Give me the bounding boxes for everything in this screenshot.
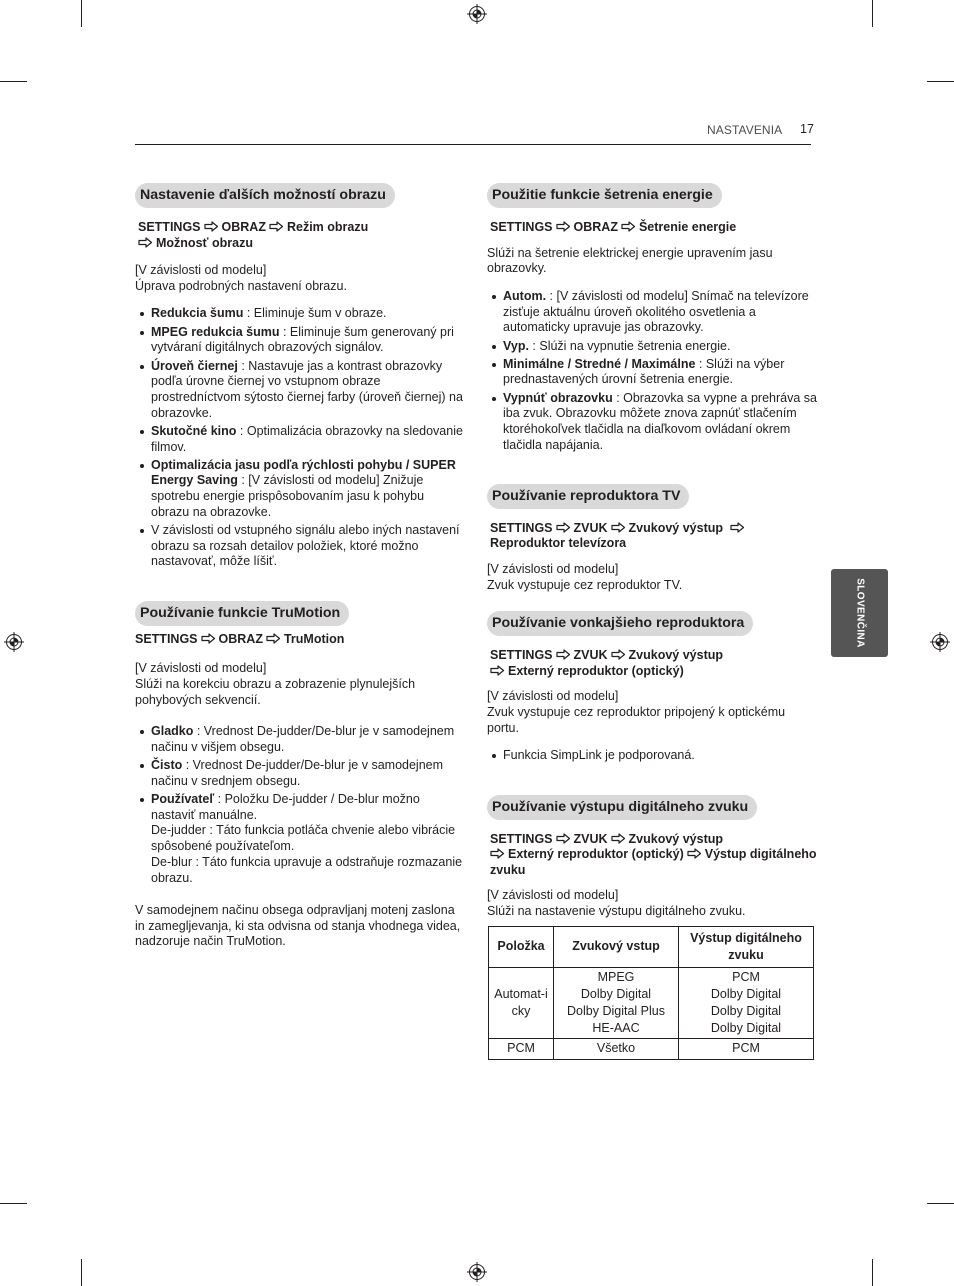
item-text: : Vrednost De-judder/De-blur je v samodejnem načinu v višjem obsegu. <box>151 724 455 754</box>
right-column <box>487 183 817 1060</box>
menu-path <box>135 220 465 251</box>
model-note: [V závislosti od modelu] <box>487 689 619 704</box>
path-step: SETTINGS <box>490 520 553 535</box>
item-term: Autom. <box>503 288 547 303</box>
list-item <box>151 724 465 755</box>
cell-line: Dolby Digital Plus <box>567 1003 665 1018</box>
table-cell: Všetko <box>554 1038 679 1059</box>
item-term: Používateľ <box>151 792 215 807</box>
item-term: Vypnúť obrazovku <box>503 390 613 405</box>
path-step: Zvukový výstup <box>628 648 724 663</box>
path-step: Šetrenie energie <box>638 220 737 234</box>
paragraph: V samodejnem načinu obsega odpravljanj motenj zaslona in zamegljevanja, ki sta odvisna od stanja vhodnega videa, nadzoruje način TruMotion. <box>135 902 461 949</box>
option-list <box>135 724 465 886</box>
section-title: Nastavenie ďalších možností obrazu <box>135 183 395 208</box>
sub-text: De-blur : Táto funkcia upravuje a odstraňuje rozmazanie obrazu. <box>151 854 463 885</box>
path-step: Zvukový výstup <box>628 831 724 846</box>
path-step: ZVUK <box>573 520 608 535</box>
item-text: : [V závislosti od modelu] Snímač na televízore zisťuje aktuálnu úroveň okolitého osvetlenia a automaticky upravuje jas obrazovky. <box>503 288 809 335</box>
path-step: Výstup digitálneho zvuku <box>490 847 817 877</box>
digital-audio-table <box>488 926 814 1060</box>
item-text: : Obrazovka sa vypne a prehráva sa iba zvuk. Obrazovku môžete znova zapnúť stlačením ktoréhokoľvek tlačidla na diaľkovom ovládaní okrem tlačidla napájania. <box>503 390 817 452</box>
cell-line: Dolby Digital <box>580 986 652 1001</box>
crop-mark <box>0 81 27 82</box>
registration-mark-icon <box>4 632 24 652</box>
section-description: Slúži na nastavenie výstupu digitálneho zvuku. <box>487 903 746 918</box>
arrow-right-icon <box>490 848 505 859</box>
path-step: Externý reproduktor (optický) <box>508 663 684 678</box>
item-term: Čisto <box>151 758 183 773</box>
menu-path <box>135 632 465 648</box>
path-step: TruMotion <box>283 631 345 646</box>
cell-line: Dolby Digital <box>710 1020 782 1035</box>
path-step: Možnosť obrazu <box>156 235 253 250</box>
section-title: Používanie výstupu digitálneho zvuku <box>487 795 757 820</box>
table-header-row <box>489 926 814 967</box>
model-note: [V závislosti od modelu] <box>487 888 619 903</box>
table-cell <box>489 967 554 1038</box>
path-step: SETTINGS <box>138 220 201 234</box>
item-term: Skutočné kino <box>151 423 237 438</box>
path-step: SETTINGS <box>490 220 553 234</box>
crop-mark <box>81 0 82 27</box>
list-item <box>503 748 817 764</box>
list-item <box>151 306 465 322</box>
crop-mark <box>927 1203 954 1204</box>
crop-mark <box>872 0 873 27</box>
item-text: : Eliminuje šum generovaný pri vytváraní digitálnych obrazových signálov. <box>151 324 454 355</box>
table-header: Výstup digitálneho zvuku <box>679 926 814 967</box>
page-number: 17 <box>800 122 814 136</box>
language-side-tab-label: SLOVENČINA <box>854 578 865 648</box>
arrow-right-icon <box>621 221 636 232</box>
arrow-right-icon <box>138 237 153 248</box>
section-title: Použitie funkcie šetrenia energie <box>487 183 722 208</box>
item-term: Gladko <box>151 724 194 739</box>
table-header: Položka <box>489 926 554 967</box>
path-step: Zvukový výstup <box>628 520 724 535</box>
item-text: : Vrednost De-judder/De-blur je v samodejnem načinu v srednjem obsegu. <box>151 758 444 788</box>
list-item <box>503 357 817 388</box>
section-description: Slúži na korekciu obrazu a zobrazenie plynulejších pohybových sekvencií. <box>135 676 416 707</box>
section-description: Zvuk vystupuje cez reproduktor TV. <box>487 577 683 592</box>
path-step: ZVUK <box>573 831 608 846</box>
list-item <box>151 758 465 789</box>
list-item <box>151 325 465 356</box>
table-row <box>489 1038 814 1059</box>
menu-path <box>487 521 817 552</box>
arrow-right-icon <box>556 649 571 660</box>
item-text: : Eliminuje šum v obraze. <box>243 306 387 321</box>
table-header: Zvukový vstup <box>554 926 679 967</box>
item-term: Minimálne / Stredné / Maximálne <box>503 356 696 371</box>
arrow-right-icon <box>611 649 626 660</box>
section-title: Používanie vonkajšieho reproduktora <box>487 611 753 636</box>
arrow-right-icon <box>490 665 505 676</box>
model-note: [V závislosti od modelu] <box>135 661 267 676</box>
arrow-right-icon <box>556 522 571 533</box>
section-title: Používanie reproduktora TV <box>487 484 689 509</box>
list-item <box>503 391 817 454</box>
path-step: OBRAZ <box>573 220 618 234</box>
option-list <box>487 289 817 454</box>
item-text: : Nastavuje jas a kontrast obrazovky podľa úrovne čiernej vo vstupnom obraze prostredníctvom sýtosto čiernej farby (úroveň čiernej) na obrazovke. <box>151 358 463 420</box>
list-item <box>503 339 817 355</box>
path-step: ZVUK <box>573 648 608 663</box>
path-step: Externý reproduktor (optický) <box>508 847 684 862</box>
cell-text: Automat-icky <box>494 986 548 1018</box>
arrow-right-icon <box>730 522 745 533</box>
crop-mark <box>872 1259 873 1286</box>
menu-path <box>487 648 817 679</box>
menu-path <box>487 832 817 879</box>
item-text: : Položku De-judder / De-blur možno nastaviť manuálne. <box>151 792 420 822</box>
sub-text: De-judder : Táto funkcia potláča chvenie alebo vibrácie spôsobené používateľom. <box>151 823 456 854</box>
model-note: [V závislosti od modelu] <box>487 561 619 576</box>
item-text: : [V závislosti od modelu] Znižuje spotrebu energie prispôsobovaním jasu k pohybu obrazu na obrazovke. <box>151 473 425 519</box>
crop-mark <box>0 1203 27 1204</box>
item-term: Optimalizácia jasu podľa rýchlosti pohybu / SUPER Energy Saving <box>151 457 456 488</box>
path-step: OBRAZ <box>221 220 266 234</box>
item-term: Úroveň čiernej <box>151 358 238 373</box>
item-term: Vyp. <box>503 338 529 353</box>
cell-line: MPEG <box>597 969 635 984</box>
arrow-right-icon <box>556 833 571 844</box>
path-step: SETTINGS <box>135 631 198 646</box>
model-note: [V závislosti od modelu] <box>135 263 267 277</box>
path-step: Reproduktor televízora <box>490 536 627 551</box>
cell-line: Dolby Digital <box>710 986 782 1001</box>
item-term: MPEG redukcia šumu <box>151 324 280 339</box>
arrow-right-icon <box>687 848 702 859</box>
item-text: V závislosti od vstupného signálu alebo iných nastavení obrazu sa rozsah detailov položiek, ktoré možno nastavovať, môže líšiť. <box>151 523 460 569</box>
left-column <box>135 183 465 950</box>
item-term: Redukcia šumu <box>151 306 244 321</box>
path-step: SETTINGS <box>490 831 553 846</box>
arrow-right-icon <box>266 633 281 644</box>
list-item <box>151 424 465 455</box>
list-item <box>151 458 465 521</box>
section-description: Zvuk vystupuje cez reproduktor pripojený k optickému portu. <box>487 705 786 735</box>
section-title: Používanie funkcie TruMotion <box>135 601 349 626</box>
section-description: Slúži na šetrenie elektrickej energie upravením jasu obrazovky. <box>487 245 773 276</box>
item-text: : Optimalizácia obrazovky na sledovanie filmov. <box>151 423 463 454</box>
crop-mark <box>927 81 954 82</box>
table-cell <box>679 967 814 1038</box>
path-step: SETTINGS <box>490 648 553 663</box>
cell-line: PCM <box>732 969 760 984</box>
registration-mark-icon <box>467 4 487 24</box>
language-side-tab <box>831 569 888 657</box>
table-cell: PCM <box>489 1038 554 1059</box>
arrow-right-icon <box>269 221 284 232</box>
table-row <box>489 967 814 1038</box>
arrow-right-icon <box>201 633 216 644</box>
section-description: Úprava podrobných nastavení obrazu. <box>135 278 347 293</box>
list-item <box>503 289 817 336</box>
menu-path <box>487 220 817 236</box>
option-list <box>135 306 465 570</box>
table-cell <box>554 967 679 1038</box>
cell-line: Dolby Digital <box>710 1003 782 1018</box>
list-item <box>151 359 465 422</box>
cell-line: HE-AAC <box>592 1020 640 1035</box>
crop-mark <box>81 1259 82 1286</box>
item-text: Funkcia SimpLink je podporovaná. <box>503 748 695 763</box>
table-cell: PCM <box>679 1038 814 1059</box>
arrow-right-icon <box>204 221 219 232</box>
option-list <box>487 748 817 764</box>
path-step: Režim obrazu <box>286 220 369 234</box>
running-header-section: NASTAVENIA <box>707 123 783 137</box>
registration-mark-icon <box>930 632 950 652</box>
arrow-right-icon <box>611 522 626 533</box>
header-rule <box>135 144 811 145</box>
list-item <box>151 523 465 570</box>
arrow-right-icon <box>611 833 626 844</box>
item-text: : Slúži na vypnutie šetrenia energie. <box>528 338 731 353</box>
registration-mark-icon <box>467 1262 487 1282</box>
item-text: : Slúži na výber prednastavených úrovní šetrenia energie. <box>503 356 785 387</box>
arrow-right-icon <box>556 221 571 232</box>
list-item <box>151 792 465 886</box>
path-step: OBRAZ <box>218 631 263 646</box>
